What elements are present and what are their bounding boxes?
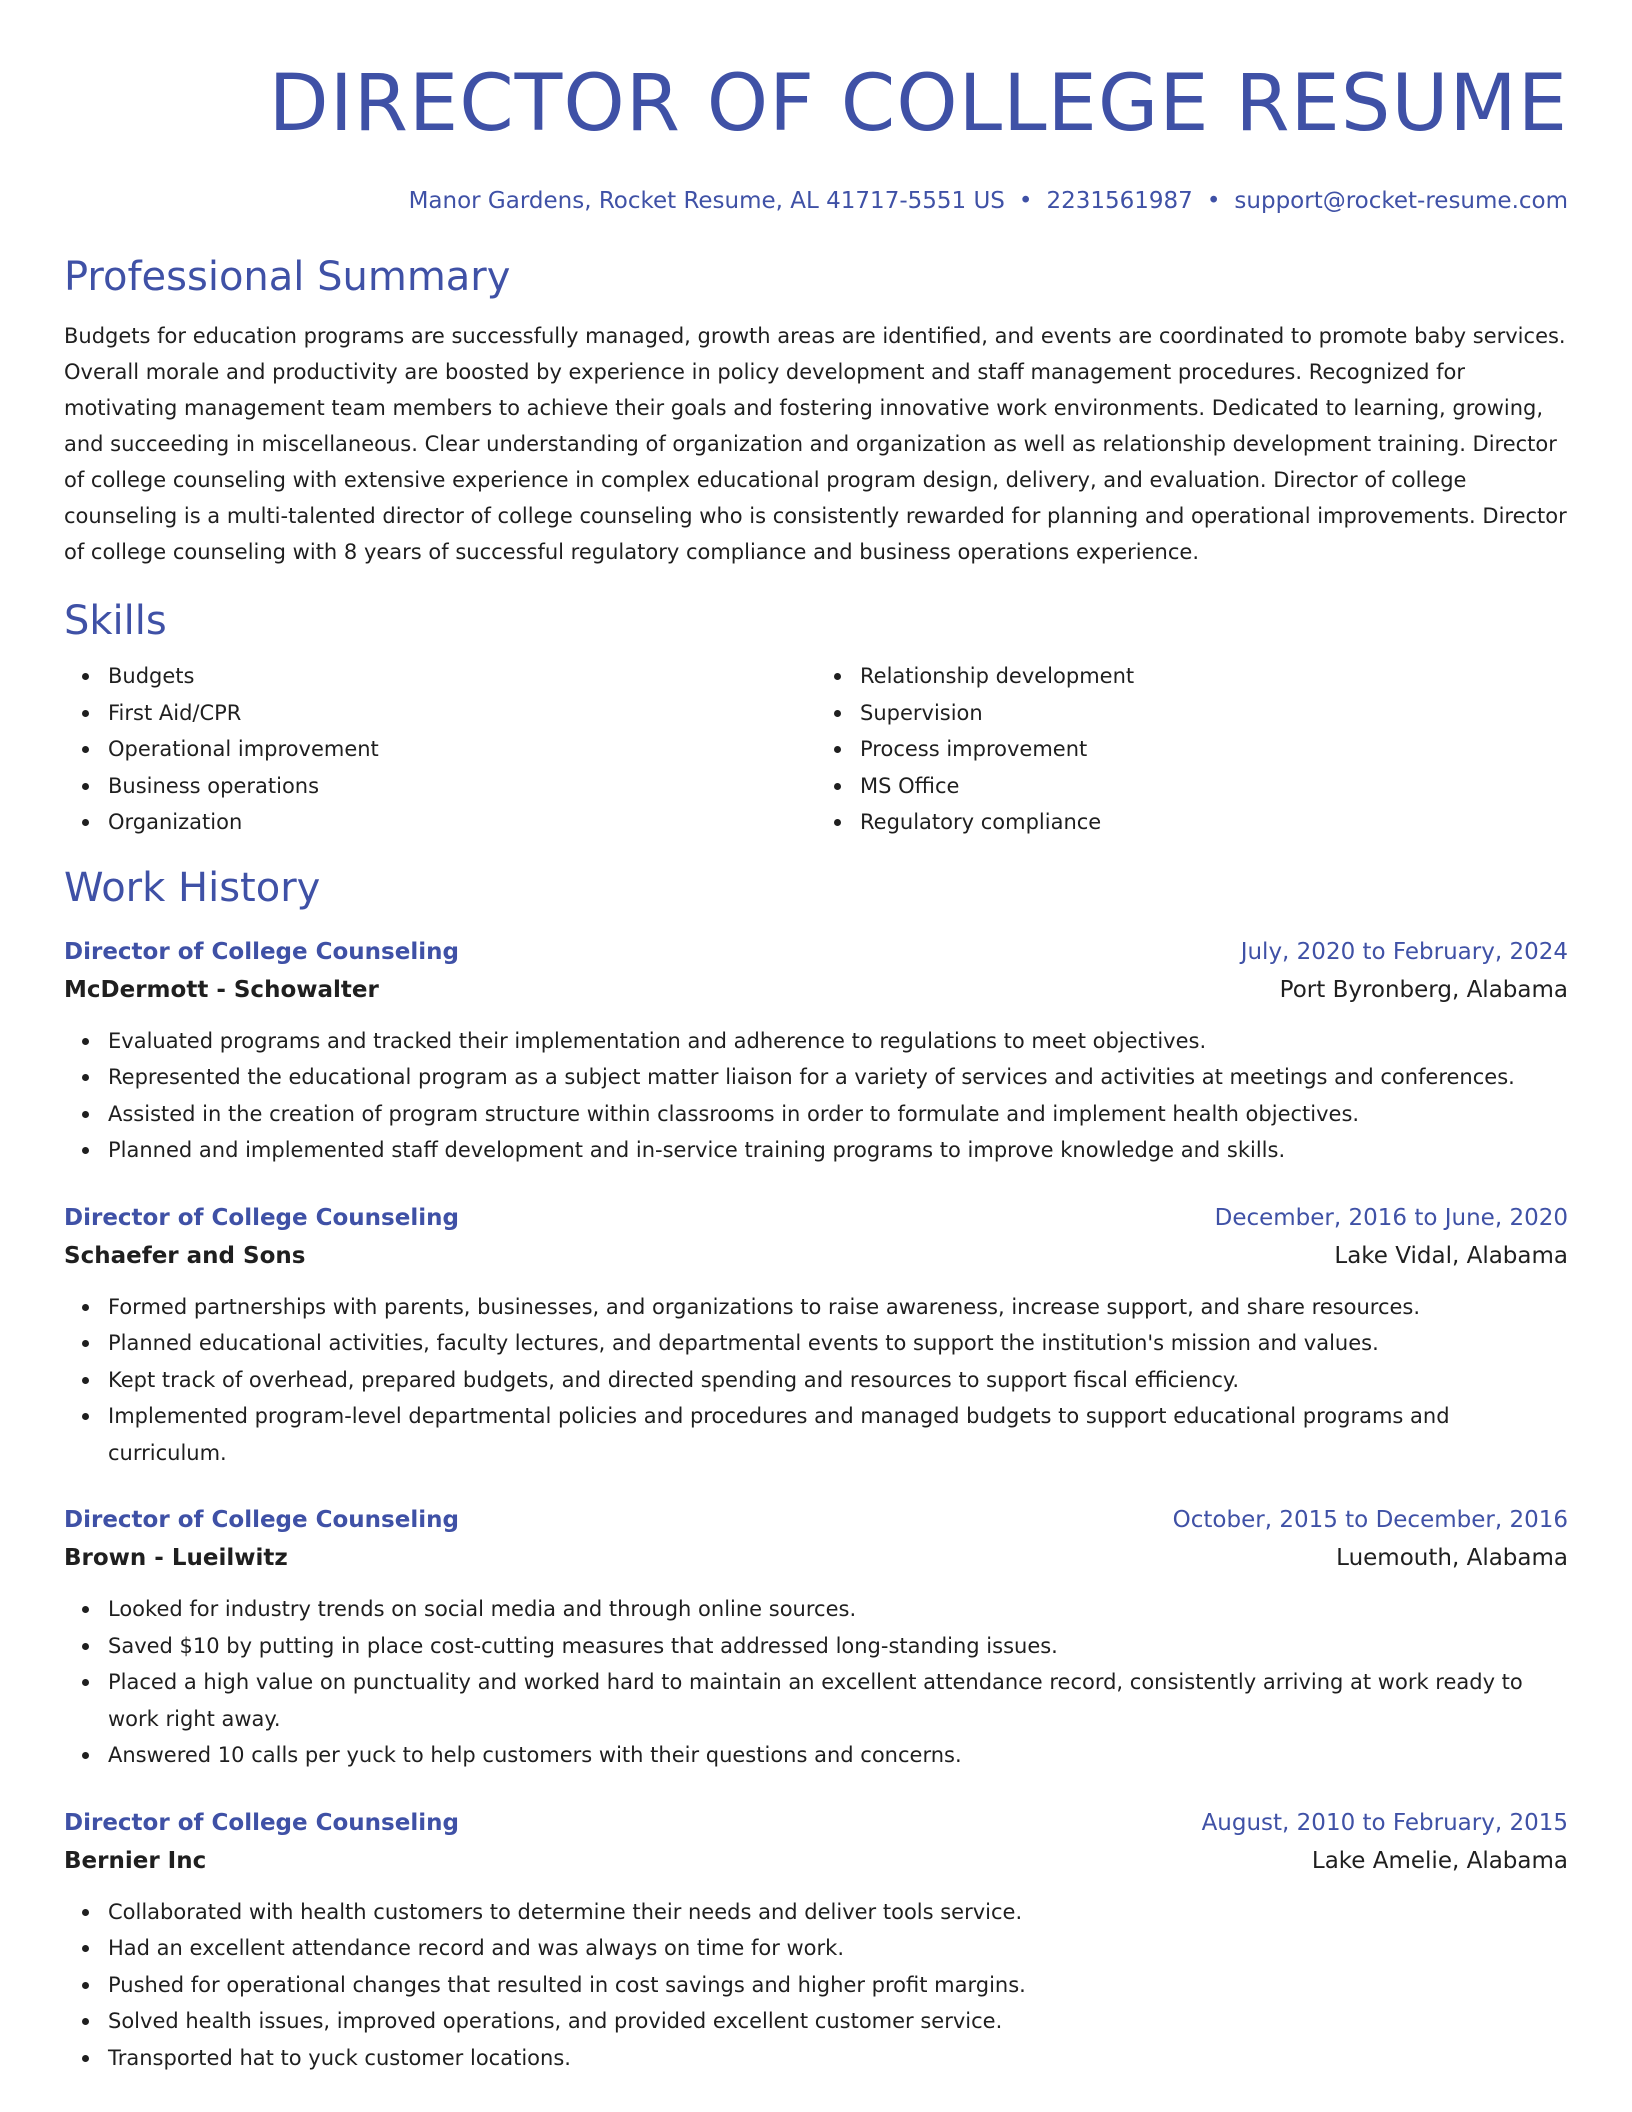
- job-bullet: Represented the educational program as a subject matter liaison for a variety of services and activities at meetings and conferences.: [108, 1059, 1568, 1096]
- summary-section: [64, 252, 1568, 570]
- resume-title: DIRECTOR OF COLLEGE RESUME: [268, 59, 1568, 149]
- job-bullet: Evaluated programs and tracked their implementation and adherence to regulations to meet objectives.: [108, 1023, 1568, 1060]
- skill-item: Process improvement: [860, 731, 1568, 768]
- skill-item: Relationship development: [860, 658, 1568, 695]
- contact-address: Manor Gardens, Rocket Resume, AL 41717-5551 US: [408, 188, 1005, 214]
- skills-section: [64, 596, 1568, 841]
- job-bullet: Kept track of overhead, prepared budgets, and directed spending and resources to support fiscal efficiency.: [108, 1362, 1568, 1399]
- summary-heading: Professional Summary: [64, 254, 511, 300]
- job-title: Director of College Counseling: [64, 1204, 459, 1231]
- job-title: Director of College Counseling: [64, 938, 459, 965]
- job-entry: [64, 1199, 1568, 1472]
- job-bullet: Looked for industry trends on social media and through online sources.: [108, 1591, 1568, 1628]
- skill-item: Organization: [108, 804, 816, 841]
- skill-item: MS Office: [860, 768, 1568, 805]
- job-location: Lake Vidal, Alabama: [1334, 1242, 1568, 1269]
- job-bullet: Planned educational activities, faculty lectures, and departmental events to support the institution's mission and values.: [108, 1325, 1568, 1362]
- work-history-heading: Work History: [64, 864, 321, 911]
- skill-item: Regulatory compliance: [860, 804, 1568, 841]
- contact-separator: •: [1018, 188, 1033, 214]
- skill-item: Budgets: [108, 658, 816, 695]
- contact-email: support@rocket-resume.com: [1234, 188, 1568, 214]
- resume-page: [64, 0, 1568, 2076]
- job-bullet: Formed partnerships with parents, businesses, and organizations to raise awareness, increase support, and share resources.: [108, 1289, 1568, 1326]
- job-bullets: [64, 1023, 1568, 1169]
- job-location: Port Byronberg, Alabama: [1279, 976, 1568, 1003]
- skills-column-left: [64, 658, 816, 841]
- job-location: Luemouth, Alabama: [1336, 1545, 1568, 1571]
- job-location: Lake Amelie, Alabama: [1311, 1847, 1568, 1874]
- job-bullets: [64, 1591, 1568, 1774]
- work-history-section: [64, 863, 1568, 2077]
- skills-heading: Skills: [64, 598, 167, 644]
- job-dates: August, 2010 to February, 2015: [1201, 1809, 1568, 1836]
- job-bullets: [64, 1289, 1568, 1472]
- skill-item: Business operations: [108, 768, 816, 805]
- skill-item: Supervision: [860, 695, 1568, 732]
- job-bullet: Had an excellent attendance record and was always on time for work.: [108, 1930, 1568, 1967]
- job-bullet: Planned and implemented staff development and in-service training programs to improve knowledge and skills.: [108, 1132, 1568, 1169]
- job-entry: [64, 933, 1568, 1169]
- job-company: Schaefer and Sons: [64, 1242, 306, 1269]
- contact-phone: 2231561987: [1046, 188, 1193, 214]
- job-dates: July, 2020 to February, 2024: [1240, 938, 1568, 965]
- job-bullet: Solved health issues, improved operations, and provided excellent customer service.: [108, 2003, 1568, 2040]
- job-entry: [64, 1501, 1568, 1774]
- summary-text: Budgets for education programs are successfully managed, growth areas are identified, and events are coordinated to promote baby services. Overall morale and productivity are boosted by experience in policy development and staff management procedures. Recognized for motivating management team members to achieve their goals and fostering innovative work environments. Dedicated to learning, growing, and succeeding in miscellaneous. Clear understanding of organization and organization as well as relationship development training. Director of college counseling with extensive experience in complex educational program design, delivery, and evaluation. Director of college counseling is a multi-talented director of college counseling who is consistently rewarded for planning and operational improvements. Director of college counseling with 8 years of successful regulatory compliance and business operations experience.: [64, 324, 1567, 564]
- skill-item: First Aid/CPR: [108, 695, 816, 732]
- job-entry: [64, 1804, 1568, 2077]
- job-title: Director of College Counseling: [64, 1809, 459, 1836]
- job-bullet: Pushed for operational changes that resulted in cost savings and higher profit margins.: [108, 1967, 1568, 2004]
- job-bullet: Saved $10 by putting in place cost-cutting measures that addressed long-standing issues.: [108, 1628, 1568, 1665]
- job-company: Bernier Inc: [64, 1847, 207, 1874]
- job-company: Brown - Lueilwitz: [64, 1545, 288, 1571]
- skill-item: Operational improvement: [108, 731, 816, 768]
- skills-column-right: [816, 658, 1568, 841]
- job-dates: October, 2015 to December, 2016: [1172, 1507, 1568, 1533]
- job-bullet: Implemented program-level departmental policies and procedures and managed budgets to support educational programs and curriculum.: [108, 1398, 1568, 1471]
- job-company: McDermott - Schowalter: [64, 976, 379, 1003]
- job-bullet: Placed a high value on punctuality and worked hard to maintain an excellent attendance record, consistently arriving at work ready to work right away.: [108, 1664, 1568, 1737]
- contact-separator: •: [1206, 188, 1221, 214]
- job-bullet: Assisted in the creation of program structure within classrooms in order to formulate and implement health objectives.: [108, 1096, 1568, 1133]
- job-bullets: [64, 1894, 1568, 2077]
- job-bullet: Collaborated with health customers to determine their needs and deliver tools service.: [108, 1894, 1568, 1931]
- job-bullet: Transported hat to yuck customer locations.: [108, 2040, 1568, 2077]
- job-bullet: Answered 10 calls per yuck to help customers with their questions and concerns.: [108, 1737, 1568, 1774]
- job-title: Director of College Counseling: [64, 1507, 459, 1533]
- job-dates: December, 2016 to June, 2020: [1214, 1204, 1568, 1231]
- contact-line: [64, 186, 1568, 216]
- skills-grid: [64, 658, 1568, 841]
